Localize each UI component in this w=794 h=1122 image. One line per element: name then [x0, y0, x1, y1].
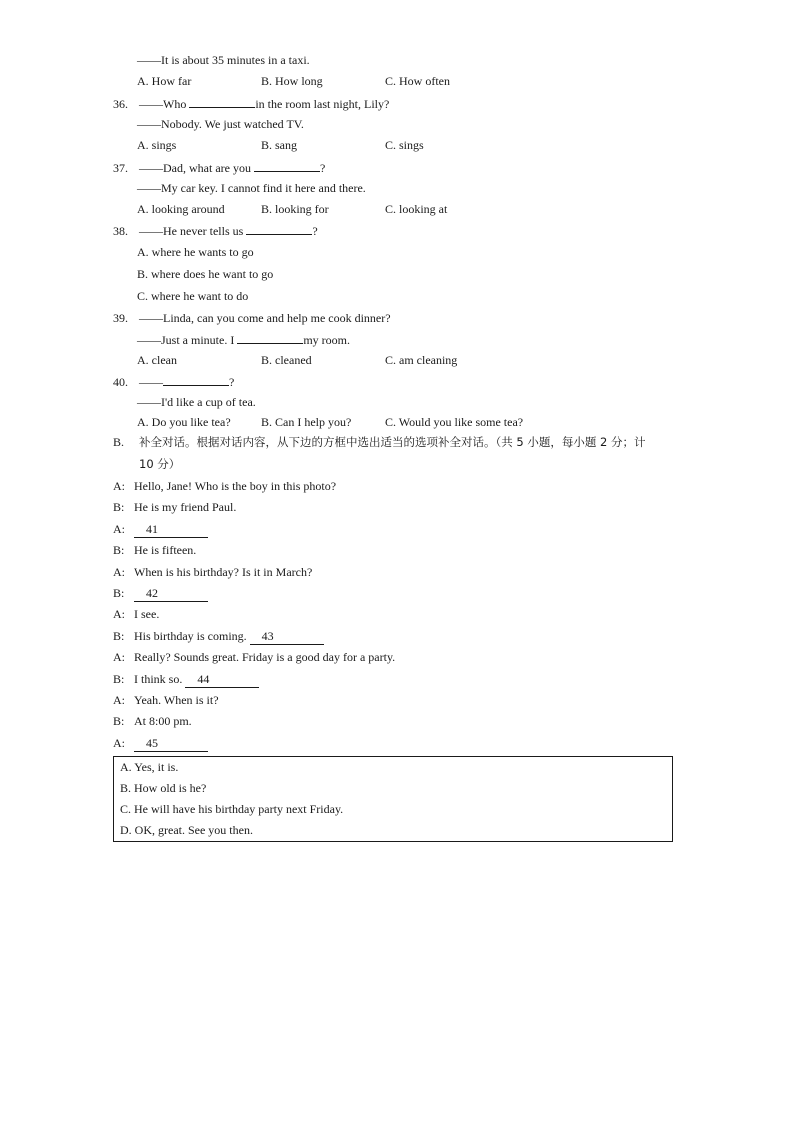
answer-blank[interactable]: 42: [134, 585, 208, 602]
q39-prompt-line: [113, 310, 391, 326]
q37-option-a[interactable]: A. looking around: [137, 202, 225, 216]
q39-number: 39.: [113, 311, 128, 325]
q38-option-b[interactable]: B. where does he want to go: [137, 267, 274, 281]
q36-option-a[interactable]: A. sings: [137, 138, 177, 152]
dialogue-line: [113, 671, 259, 688]
q39-blank[interactable]: [237, 331, 303, 344]
dialogue-line: [113, 499, 236, 515]
q35-option-b[interactable]: B. How long: [261, 74, 323, 88]
dialogue-line: [113, 692, 219, 708]
choice-d: D. OK, great. See you then.: [120, 823, 253, 837]
q36-prompt: [113, 95, 389, 112]
speaker-label: B:: [113, 586, 125, 600]
q36-prompt-end: in the room last night, Lily?: [255, 97, 390, 111]
section-b-label: B.: [113, 435, 125, 449]
q36-prompt-start: ——Who: [139, 97, 187, 111]
q36-number: 36.: [113, 97, 128, 111]
q39-answer-end: my room.: [303, 333, 350, 347]
q38-blank[interactable]: [246, 222, 312, 235]
q37-blank[interactable]: [254, 159, 320, 172]
dialogue-text: I think so.: [134, 672, 183, 686]
q40-prompt: [113, 373, 234, 390]
speaker-label: A:: [113, 522, 125, 536]
q37-prompt-end: ?: [319, 161, 326, 175]
q40-option-a[interactable]: A. Do you like tea?: [137, 415, 231, 429]
q39-option-b[interactable]: B. cleaned: [261, 353, 312, 367]
q40-prompt-start: ——: [139, 375, 163, 389]
q35-option-c[interactable]: C. How often: [385, 74, 450, 88]
speaker-label: A:: [113, 607, 125, 621]
q39-answer-start: ——Just a minute. I: [137, 333, 235, 347]
q40-prompt-end: ?: [229, 375, 235, 389]
choice-c: C. He will have his birthday party next Friday.: [120, 802, 344, 816]
answer-blank[interactable]: 43: [250, 628, 324, 645]
q40-blank[interactable]: [163, 373, 229, 386]
q38-prompt: [113, 222, 318, 239]
speaker-label: A:: [113, 736, 125, 750]
dialogue-line: [113, 542, 196, 558]
speaker-label: B:: [113, 543, 125, 557]
speaker-label: A:: [113, 693, 125, 707]
speaker-label: A:: [113, 479, 125, 493]
section-b-instruction: [113, 434, 646, 450]
choices-box: [113, 756, 673, 842]
q40-number: 40.: [113, 375, 128, 389]
q38-prompt-start: ——He never tells us: [139, 224, 244, 238]
dialogue-line: [113, 585, 208, 602]
q35-answer-line: ——It is about 35 minutes in a taxi.: [137, 53, 310, 67]
q36-option-b[interactable]: B. sang: [261, 138, 297, 152]
dialogue-text: I see.: [134, 607, 160, 621]
q39-prompt: ——Linda, can you come and help me cook dinner?: [139, 311, 391, 325]
answer-blank[interactable]: 45: [134, 735, 208, 752]
dialogue-line: [113, 564, 312, 580]
speaker-label: B:: [113, 672, 125, 686]
q38-option-a[interactable]: A. where he wants to go: [137, 245, 254, 259]
speaker-label: B:: [113, 629, 125, 643]
q40-option-c[interactable]: C. Would you like some tea?: [385, 415, 524, 429]
q36-option-c[interactable]: C. sings: [385, 138, 424, 152]
speaker-label: A:: [113, 565, 125, 579]
dialogue-text: Yeah. When is it?: [134, 693, 219, 707]
dialogue-text: Really? Sounds great. Friday is a good day for a party.: [134, 650, 396, 664]
dialogue-line: [113, 628, 324, 645]
dialogue-text: At 8:00 pm.: [134, 714, 192, 728]
dialogue-line: [113, 606, 159, 622]
dialogue-text: When is his birthday? Is it in March?: [134, 565, 313, 579]
choice-b: B. How old is he?: [120, 781, 207, 795]
q38-option-c[interactable]: C. where he want to do: [137, 289, 249, 303]
q36-blank[interactable]: [189, 95, 255, 108]
answer-blank[interactable]: 41: [134, 521, 208, 538]
answer-blank[interactable]: 44: [185, 671, 259, 688]
q39-option-c[interactable]: C. am cleaning: [385, 353, 458, 367]
section-b-instruction-line2: [139, 456, 180, 472]
dialogue-text: Hello, Jane! Who is the boy in this photo?: [134, 479, 337, 493]
q38-prompt-end: ?: [312, 224, 318, 238]
choice-a: A. Yes, it is.: [120, 760, 179, 774]
speaker-label: B:: [113, 714, 125, 728]
q39-answer-line: [137, 331, 350, 348]
dialogue-line: [113, 521, 208, 538]
q40-answer-line: ——I'd like a cup of tea.: [137, 395, 256, 409]
speaker-label: B:: [113, 500, 125, 514]
dialogue-line: [113, 735, 208, 752]
q36-answer-line: ——Nobody. We just watched TV.: [137, 117, 304, 131]
dialogue-text: He is my friend Paul.: [134, 500, 237, 514]
q39-option-a[interactable]: A. clean: [137, 353, 177, 367]
dialogue-text: He is fifteen.: [134, 543, 197, 557]
q37-prompt: [113, 159, 325, 176]
dialogue-text: His birthday is coming.: [134, 629, 247, 643]
q37-number: 37.: [113, 161, 128, 175]
q37-option-b[interactable]: B. looking for: [261, 202, 329, 216]
dialogue-line: [113, 478, 336, 494]
dialogue-line: [113, 713, 192, 729]
q37-answer-line: ——My car key. I cannot find it here and there.: [137, 181, 366, 195]
q38-number: 38.: [113, 224, 128, 238]
dialogue-line: [113, 649, 395, 665]
q37-option-c[interactable]: C. looking at: [385, 202, 448, 216]
q35-option-a[interactable]: A. How far: [137, 74, 192, 88]
q40-option-b[interactable]: B. Can I help you?: [261, 415, 352, 429]
speaker-label: A:: [113, 650, 125, 664]
section-b-instruction-line1: 补全对话。根据对话内容，从下边的方框中选出适当的选项补全对话。（共 5 小题，每小题 2 分；计: [139, 435, 646, 449]
q37-prompt-start: ——Dad, what are you: [139, 161, 251, 175]
section-b-points: 10 分）: [139, 457, 181, 471]
